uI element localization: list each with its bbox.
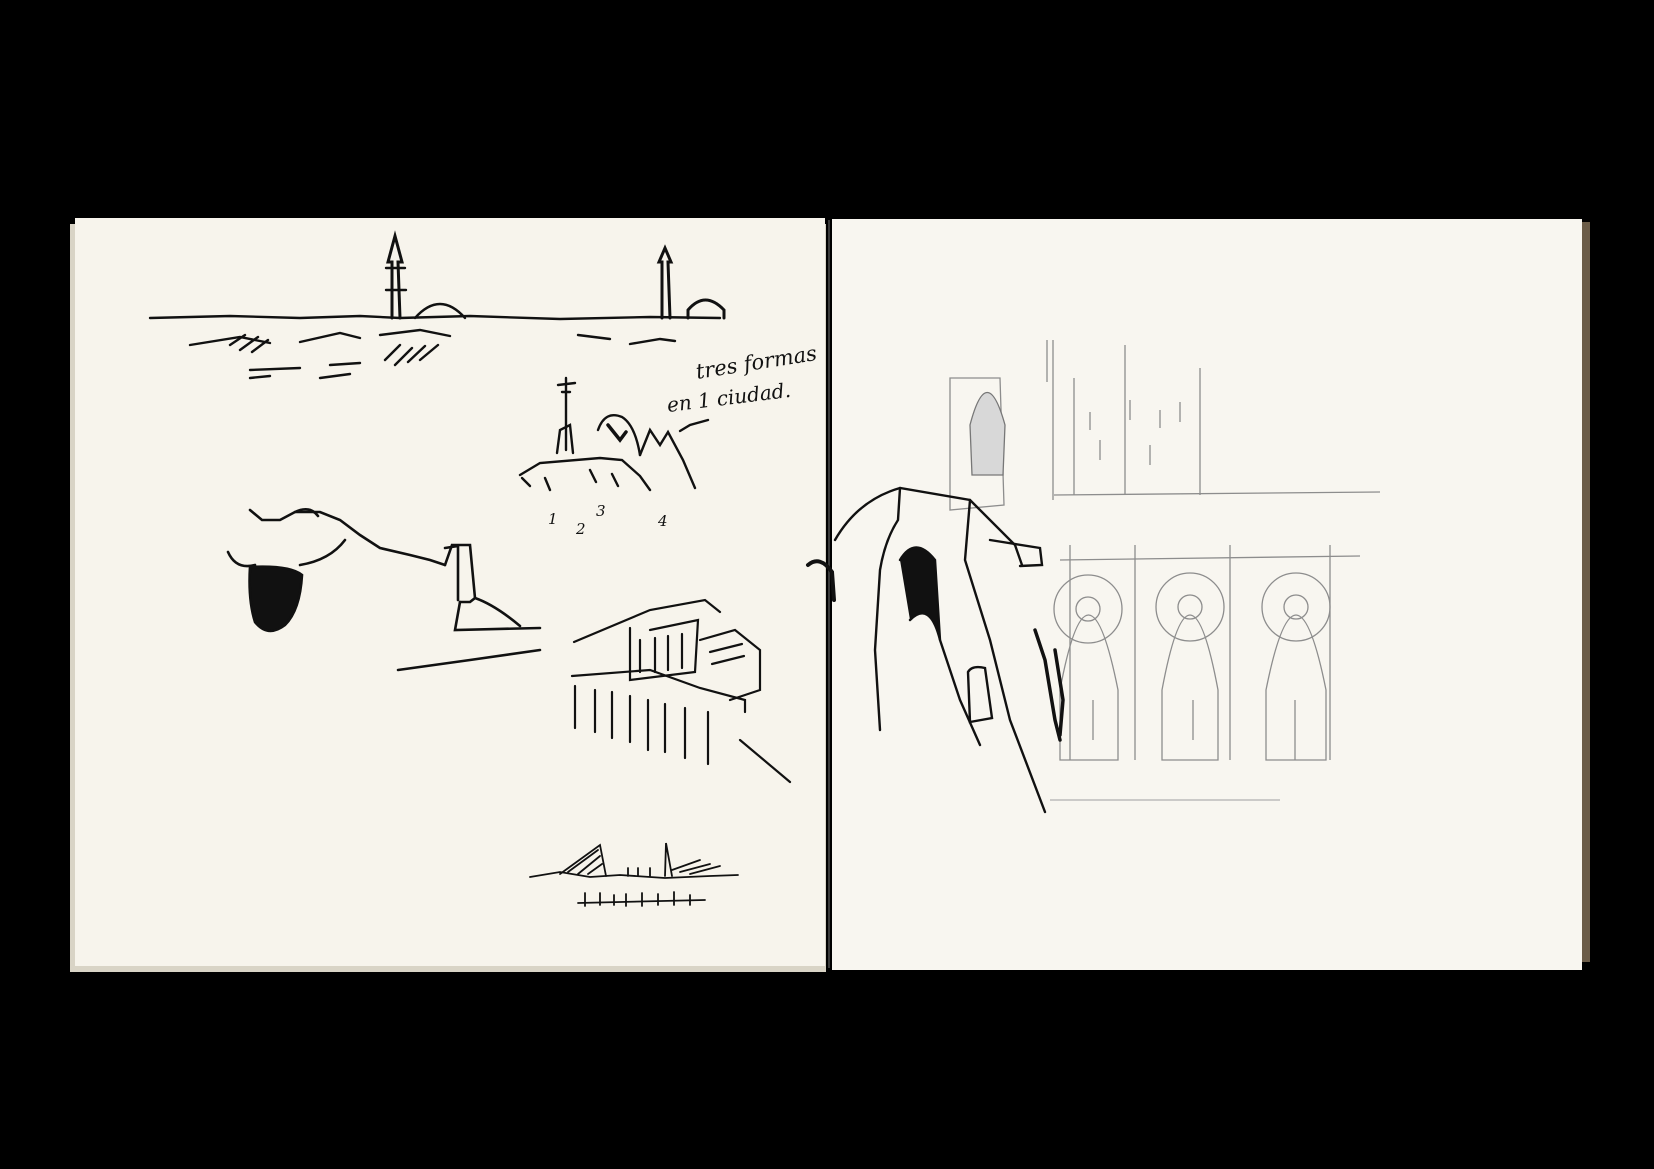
right-page	[832, 219, 1582, 970]
left-page	[75, 218, 825, 966]
sketch-number-2: 2	[576, 520, 586, 538]
sketch-number-4: 4	[658, 512, 668, 530]
handwritten-note-line-2: en 1 ciudad.	[665, 377, 793, 417]
sketch-number-3: 3	[596, 502, 606, 520]
sketch-number-1: 1	[548, 510, 558, 528]
handwritten-note-line-1: tres formas	[694, 341, 819, 384]
